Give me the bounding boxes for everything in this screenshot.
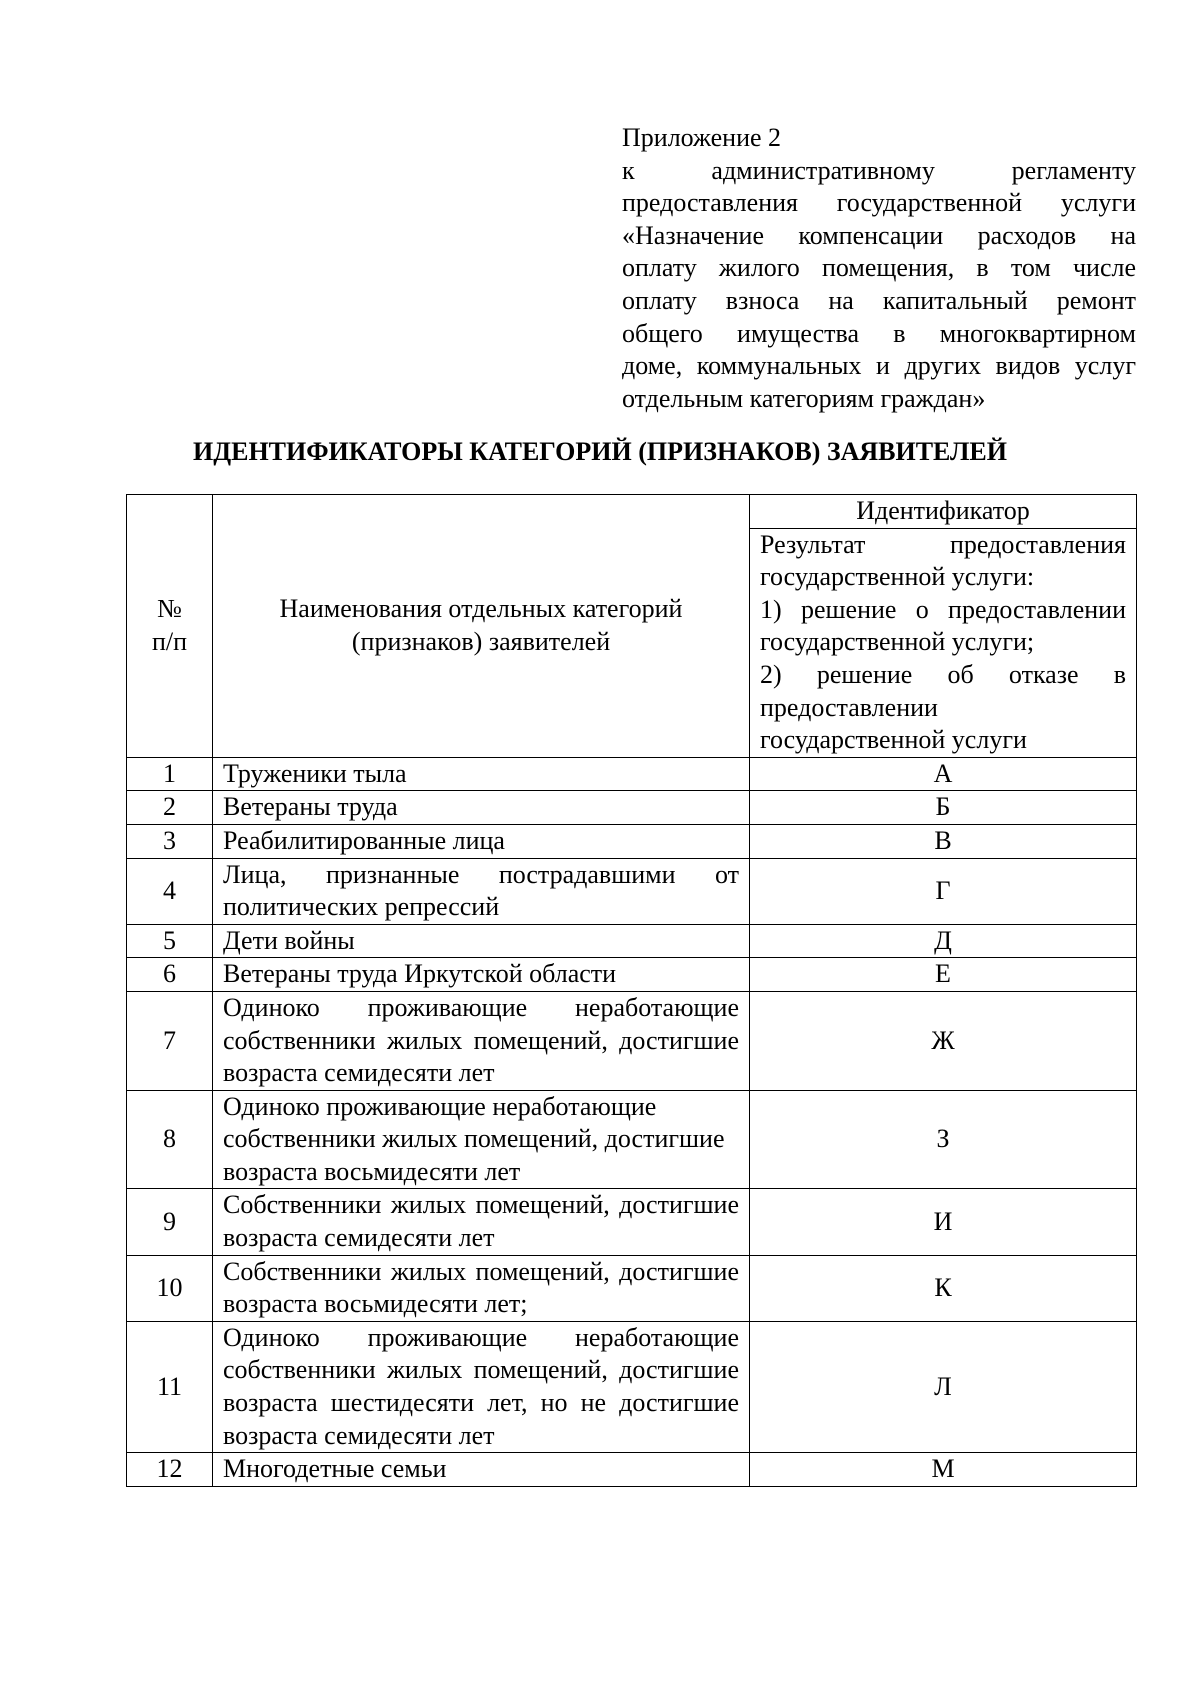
- appendix-line: «Назначение компенсации расходов на: [622, 220, 1136, 250]
- header-result-line: 2) решение об отказе в: [760, 659, 1126, 689]
- row-category: Труженики тыла: [213, 757, 750, 791]
- table-row: [127, 924, 1137, 958]
- table-row: [127, 1189, 1137, 1255]
- identifiers-table: [126, 494, 1137, 1487]
- row-num: 11: [127, 1321, 213, 1452]
- row-identifier: А: [750, 757, 1137, 791]
- row-identifier: В: [750, 824, 1137, 858]
- table-row: [127, 958, 1137, 992]
- table-row: [127, 1321, 1137, 1452]
- table-row: [127, 991, 1137, 1090]
- row-identifier: Б: [750, 791, 1137, 825]
- row-identifier: Г: [750, 858, 1137, 924]
- table-row: [127, 858, 1137, 924]
- document-title: ИДЕНТИФИКАТОРЫ КАТЕГОРИЙ (ПРИЗНАКОВ) ЗАЯВИТЕЛЕЙ: [192, 437, 1007, 466]
- table-row: [127, 1090, 1137, 1189]
- appendix-line: предоставления государственной услуги: [622, 188, 1136, 218]
- row-identifier: К: [750, 1255, 1137, 1321]
- appendix-line: доме, коммунальных и других видов услуг: [622, 351, 1136, 381]
- row-category: Ветераны труда: [213, 791, 750, 825]
- row-num: 6: [127, 958, 213, 992]
- table-row: [127, 1453, 1137, 1487]
- table-row: [127, 791, 1137, 825]
- header-num: № п/п: [127, 495, 213, 758]
- row-num: 3: [127, 824, 213, 858]
- row-identifier: И: [750, 1189, 1137, 1255]
- row-category: Собственники жилых помещений, достигшие возраста восьмидесяти лет;: [213, 1255, 750, 1321]
- row-identifier: Ж: [750, 991, 1137, 1090]
- header-result-line: 1) решение о предоставлении: [760, 594, 1126, 624]
- table-row: [127, 824, 1137, 858]
- row-category: Ветераны труда Иркутской области: [213, 958, 750, 992]
- appendix-line: к административному регламенту: [622, 155, 1136, 185]
- row-identifier: Е: [750, 958, 1137, 992]
- row-identifier: Л: [750, 1321, 1137, 1452]
- row-category: Многодетные семьи: [213, 1453, 750, 1487]
- row-identifier: Д: [750, 924, 1137, 958]
- table-row: [127, 1255, 1137, 1321]
- row-category: Собственники жилых помещений, достигшие возраста семидесяти лет: [213, 1189, 750, 1255]
- row-category: Одиноко проживающие неработающие собственники жилых помещений, достигшие возраста шестидесяти лет, но не достигшие возраста семидесяти лет: [213, 1321, 750, 1452]
- header-name: Наименования отдельных категорий (признаков) заявителей: [213, 495, 750, 758]
- header-result: [750, 528, 1137, 757]
- row-category: Лица, признанные пострадавшими от политических репрессий: [213, 858, 750, 924]
- row-num: 9: [127, 1189, 213, 1255]
- header-result-line: Результат предоставления: [760, 529, 1126, 559]
- table-row: [127, 757, 1137, 791]
- row-identifier: З: [750, 1090, 1137, 1189]
- row-num: 5: [127, 924, 213, 958]
- row-category: Дети войны: [213, 924, 750, 958]
- appendix-line: оплату взноса на капитальный ремонт: [622, 285, 1136, 315]
- appendix-line: отдельным категориям граждан»: [622, 383, 986, 413]
- row-category: Одиноко проживающие неработающие собственники жилых помещений, достигшие возраста семидесяти лет: [213, 991, 750, 1090]
- row-num: 1: [127, 757, 213, 791]
- row-num: 4: [127, 858, 213, 924]
- appendix-line: оплату жилого помещения, в том числе: [622, 253, 1136, 283]
- row-identifier: М: [750, 1453, 1137, 1487]
- appendix-line: Приложение 2: [622, 123, 782, 152]
- appendix-note: [622, 122, 1136, 415]
- header-result-line: предоставлении: [760, 692, 938, 722]
- row-num: 12: [127, 1453, 213, 1487]
- row-num: 10: [127, 1255, 213, 1321]
- row-num: 7: [127, 991, 213, 1090]
- header-result-line: государственной услуги;: [760, 627, 1035, 657]
- row-category: Реабилитированные лица: [213, 824, 750, 858]
- row-category: Одиноко проживающие неработающие собственники жилых помещений, достигшие возраста восьмидесяти лет: [213, 1090, 750, 1189]
- header-identifier: Идентификатор: [750, 495, 1137, 529]
- header-result-line: государственной услуги:: [760, 562, 1035, 592]
- appendix-line: общего имущества в многоквартирном: [622, 318, 1136, 348]
- header-result-line: государственной услуги: [760, 725, 1027, 755]
- row-num: 2: [127, 791, 213, 825]
- row-num: 8: [127, 1090, 213, 1189]
